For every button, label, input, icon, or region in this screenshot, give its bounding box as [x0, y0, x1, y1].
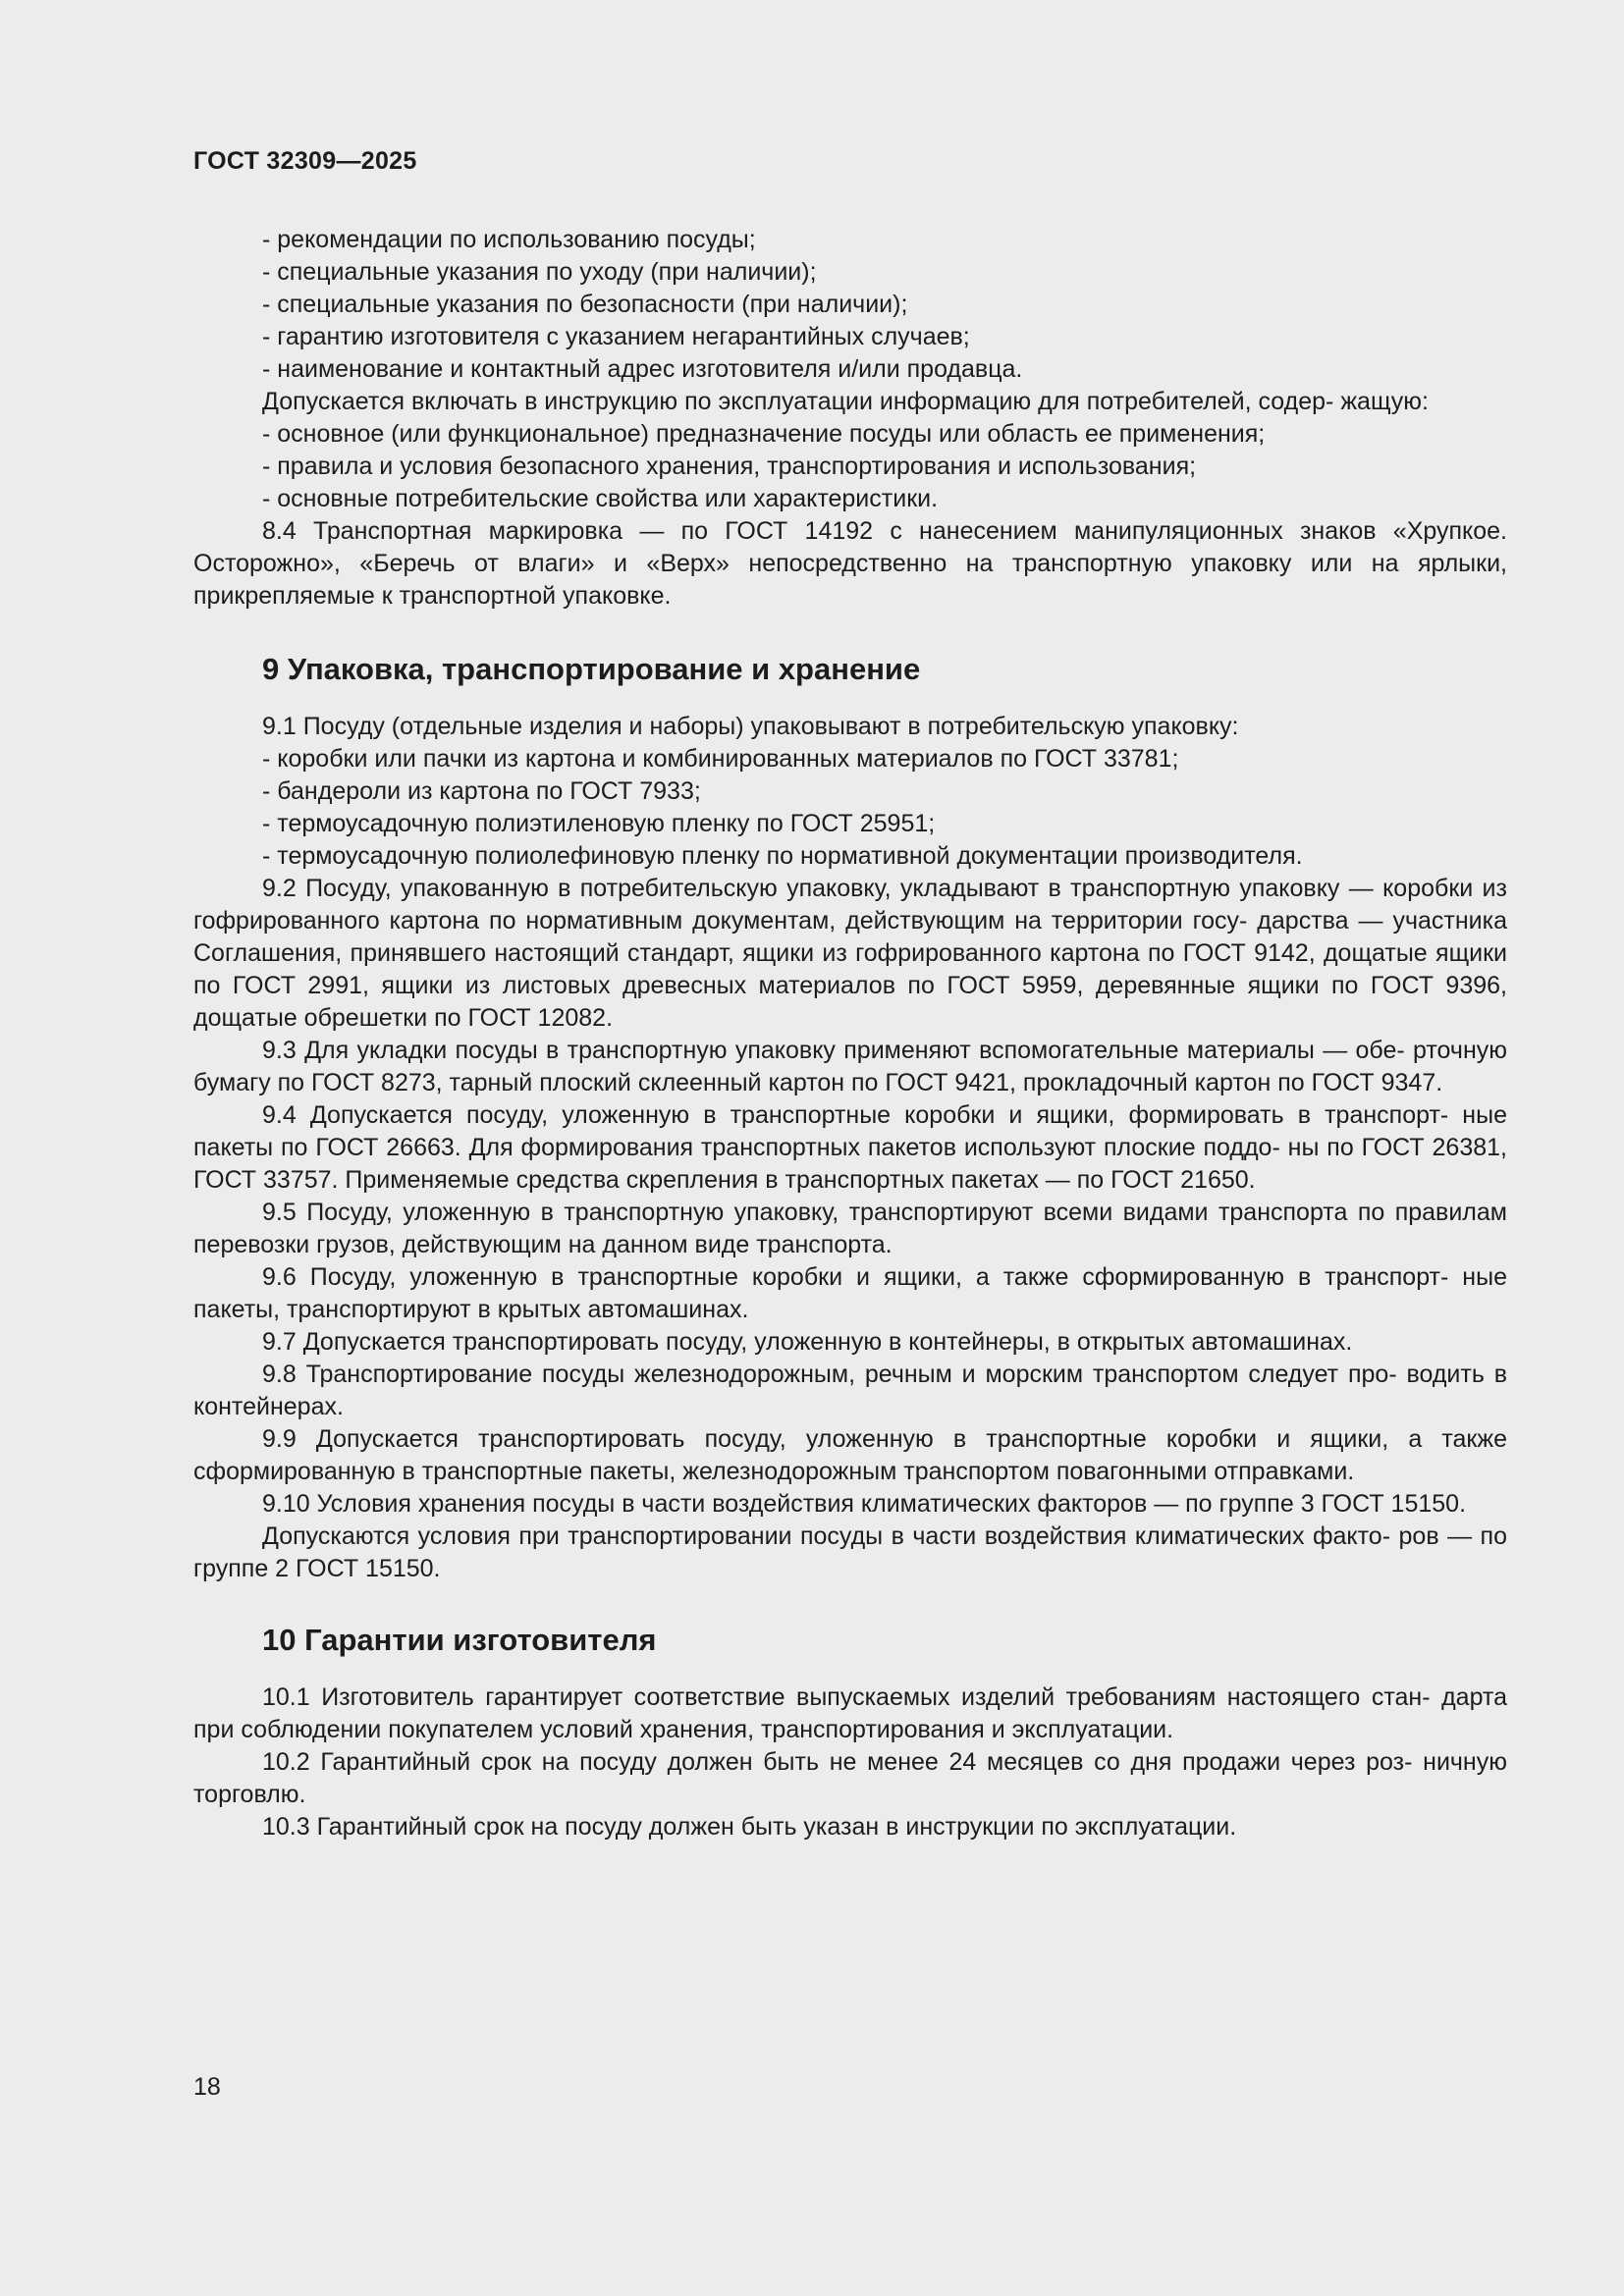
list-item: - коробки или пачки из картона и комбинированных материалов по ГОСТ 33781; [262, 745, 1179, 773]
section-10-heading: 10 Гарантии изготовителя [262, 1623, 657, 1657]
paragraph-10-1: 10.1 Изготовитель гарантирует соответствие выпускаемых изделий требованиям настоящего стан- дарта при соблюдении покупателем условий хранения, транспортирования и эксплуатации. [193, 1683, 1507, 1743]
list-item: - правила и условия безопасного хранения, транспортирования и использования; [262, 453, 1197, 480]
paragraph-10-3: 10.3 Гарантийный срок на посуду должен быть указан в инструкции по эксплуатации. [262, 1813, 1237, 1841]
page-number: 18 [193, 2073, 221, 2101]
paragraph-9-10: 9.10 Условия хранения посуды в части воздействия климатических факторов — по группе 3 ГОСТ 15150. [262, 1490, 1467, 1518]
paragraph-9-4: 9.4 Допускается посуду, уложенную в транспортные коробки и ящики, формировать в транспорт- ные пакеты по ГОСТ 26663. Для формирования транспортных пакетов используют плоские поддо- ны по ГОСТ 26381, ГОСТ 33757. Применяемые средства скрепления в транспортных пакетах — по ГОСТ 21650. [193, 1101, 1507, 1194]
document-body [193, 224, 1507, 1843]
paragraph-9-6: 9.6 Посуду, уложенную в транспортные коробки и ящики, а также сформированную в транспорт- ные пакеты, транспортируют в крытых автомашинах. [193, 1263, 1507, 1323]
paragraph-9-3: 9.3 Для укладки посуды в транспортную упаковку применяют вспомогательные материалы — обе- рточную бумагу по ГОСТ 8273, тарный плоский склеенный картон по ГОСТ 9421, прокладочный картон по ГОСТ 9347. [193, 1037, 1507, 1096]
paragraph-9-10-transport: Допускаются условия при транспортировании посуды в части воздействия климатических факто- ров — по группе 2 ГОСТ 15150. [193, 1522, 1507, 1582]
list-item: - основные потребительские свойства или характеристики. [262, 485, 939, 512]
paragraph-allowed-info: Допускается включать в инструкцию по эксплуатации информацию для потребителей, содер- жащую: [262, 388, 1429, 415]
list-item: - гарантию изготовителя с указанием негарантийных случаев; [262, 323, 970, 350]
list-item: - бандероли из картона по ГОСТ 7933; [262, 777, 701, 805]
section-9-heading: 9 Упаковка, транспортирование и хранение [262, 652, 921, 686]
paragraph-9-7: 9.7 Допускается транспортировать посуду, уложенную в контейнеры, в открытых автомашинах. [262, 1328, 1353, 1356]
list-item: - рекомендации по использованию посуды; [262, 226, 756, 253]
paragraph-9-2: 9.2 Посуду, упакованную в потребительскую упаковку, укладывают в транспортную упаковку — коробки из гофрированного картона по нормативным документам, действующим на территории госу- дарства — участника Соглашения, принявшего настоящий стандарт, ящики из гофрированного картона по ГОСТ 9142, дощатые ящики по ГОСТ 2991, ящики из листовых древесных материалов по ГОСТ 5959, деревянные ящики по ГОСТ 9396, дощатые обрешетки по ГОСТ 12082. [193, 875, 1507, 1032]
list-item: - термоусадочную полиэтиленовую пленку по ГОСТ 25951; [262, 810, 936, 837]
document-header-code: ГОСТ 32309—2025 [193, 147, 417, 175]
list-item: - основное (или функциональное) предназначение посуды или область ее применения; [262, 420, 1266, 448]
list-item: - специальные указания по безопасности (при наличии); [262, 291, 908, 318]
paragraph-9-8: 9.8 Транспортирование посуды железнодорожным, речным и морским транспортом следует про- водить в контейнерах. [193, 1361, 1507, 1420]
paragraph-9-9: 9.9 Допускается транспортировать посуду, уложенную в транспортные коробки и ящики, а также сформированную в транспортные пакеты, железнодорожным транспортом повагонными отправками. [193, 1425, 1507, 1485]
list-item: - наименование и контактный адрес изготовителя и/или продавца. [262, 355, 1023, 383]
paragraph-9-1: 9.1 Посуду (отдельные изделия и наборы) упаковывают в потребительскую упаковку: [262, 713, 1239, 740]
list-item: - специальные указания по уходу (при наличии); [262, 258, 817, 286]
paragraph-10-2: 10.2 Гарантийный срок на посуду должен быть не менее 24 месяцев со дня продажи через роз- ничную торговлю. [193, 1748, 1507, 1808]
paragraph-9-5: 9.5 Посуду, уложенную в транспортную упаковку, транспортируют всеми видами транспорта по правилам перевозки грузов, действующим на данном виде транспорта. [193, 1199, 1507, 1258]
list-item: - термоусадочную полиолефиновую пленку по нормативной документации производителя. [262, 842, 1303, 870]
paragraph-8-4: 8.4 Транспортная маркировка — по ГОСТ 14192 с нанесением манипуляционных знаков «Хрупкое. Осторожно», «Беречь от влаги» и «Верх» непосредственно на транспортную упаковку или на ярлыки, прикрепляемые к транспортной упаковке. [193, 517, 1507, 610]
